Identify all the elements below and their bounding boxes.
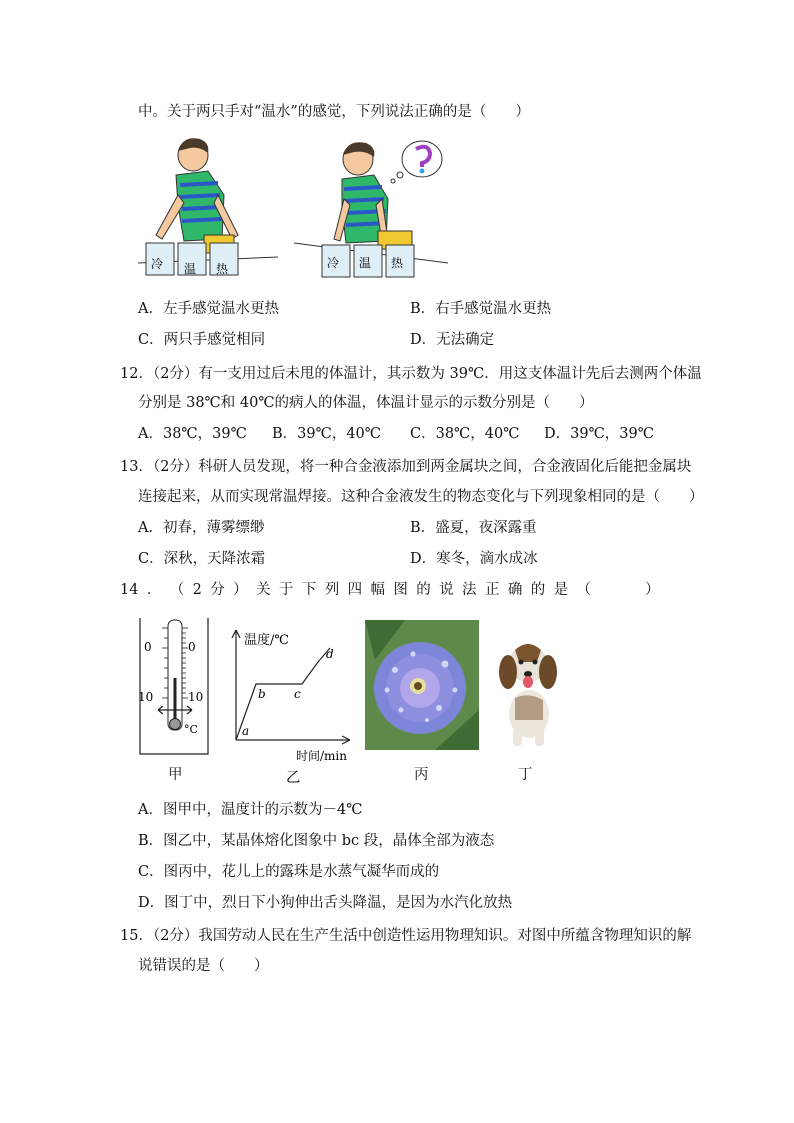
q14-char: 2 [192,582,202,598]
q15-line-2: 说错误的是（ ） [138,958,269,974]
q14-option-b: B．图乙中，某晶体熔化图象中 bc 段，晶体全部为液态 [138,833,495,849]
cup-label-hot-left: 热 [216,262,229,276]
q14-char: 下 [301,582,317,598]
q14-char: ） [645,582,660,598]
q11-option-b: B．右手感觉温水更热 [410,301,552,317]
cup-label-cold-left: 冷 [151,257,164,271]
thermo-label-bottom-right: 10 [188,690,204,704]
q14-char: 是 [553,582,569,598]
q14-char: 法 [462,582,477,598]
q11-option-a: A．左手感觉温水更热 [138,301,279,317]
q14-char: 说 [439,582,454,598]
caption-jia: 甲 [168,767,183,783]
q14-char: 于 [278,582,294,598]
graph-point-d: d [326,647,334,661]
q11-intro: 中。关于两只手对“温水”的感觉，下列说法正确的是（ ） [138,104,530,120]
graph-point-c: c [294,687,301,701]
q14-option-a: A．图甲中，温度计的示数为－4℃ [138,802,363,818]
q15-line-1: 15．（2分）我国劳动人民在生产生活中创造性运用物理知识。对图中所蕴含物理知识的解 [120,928,692,944]
q13-line-1: 13．（2分）科研人员发现，将一种合金液添加到两金属块之间，合金液固化后能把金属块 [120,459,692,475]
caption-ding: 丁 [518,767,533,783]
thermo-unit-label: °C [184,723,198,736]
q14-option-d: D．图丁中，烈日下小狗伸出舌头降温，是因为水汽化放热 [138,895,513,911]
q12-option-d: D．39℃，39℃ [544,426,654,442]
graph-point-b: b [258,687,266,701]
q14-char: 确 [507,582,523,598]
cup-label-warm-left: 温 [184,262,197,276]
q14-char: ． [146,582,162,598]
q12-line-2: 分别是 38℃和 40℃的病人的体温，体温计显示的示数分别是（ ） [138,395,594,411]
q13-line-2: 连接起来，从而实现常温焊接。这种合金液发生的物态变化与下列现象相同的是（ ） [138,489,704,505]
q14-char: 正 [484,582,500,598]
q12-line-1: 12．（2分）有一支用过后未甩的体温计，其示数为 39℃．用这支体温计先后去测两个体温 [120,366,702,382]
q14-char: （ [576,582,591,598]
graph-ylabel: 温度/℃ [244,633,289,648]
flower-photo [365,620,479,750]
graph-xlabel: 时间/min [296,749,347,763]
graph-point-a: a [242,724,250,738]
q11-illustration [138,135,478,285]
cup-label-warm-right: 温 [359,256,372,270]
q14-char: ） [233,582,248,598]
q12-option-c: C．38℃，40℃ [410,426,520,442]
caption-bing: 丙 [414,767,429,783]
q14-char: 四 [347,582,363,598]
q12-option-a: A．38℃，39℃ [138,426,247,442]
melting-graph-figure [226,622,354,764]
dog-photo [493,628,563,750]
q12-option-b: B．39℃，40℃ [272,426,381,442]
q14-char [622,580,637,600]
q14-option-c: C．图丙中，花儿上的露珠是水蒸气凝华而成的 [138,864,440,880]
thermo-label-bottom-left: 10 [138,690,154,704]
q11-option-c: C．两只手感觉相同 [138,332,266,348]
q13-option-d: D．寒冬，滴水成冰 [410,551,538,567]
caption-yi: 乙 [286,770,301,786]
q14-char: 的 [530,582,546,598]
q14-char: 分 [210,582,225,598]
q13-option-c: C．深秋，天降浓霜 [138,551,266,567]
q13-option-b: B．盛夏，夜深露重 [410,520,537,536]
q14-char: 14 [120,582,139,598]
q14-char: 图 [393,582,408,598]
q14-char: 列 [324,582,340,598]
cup-label-hot-right: 热 [391,256,404,270]
q14-char [599,580,614,600]
q14-char: 幅 [370,582,385,598]
thermometer-figure [138,618,210,756]
q11-option-d: D．无法确定 [410,332,495,348]
q14-line-1 [120,580,660,600]
q13-option-a: A．初春，薄雾缥缈 [138,520,265,536]
thermo-label-top-left: 0 [144,640,152,654]
q14-char: （ [169,582,185,598]
q14-char: 关 [256,582,271,598]
q14-char: 的 [416,582,431,598]
thermo-label-top-right: 0 [188,640,196,654]
cup-label-cold-right: 冷 [327,256,340,270]
